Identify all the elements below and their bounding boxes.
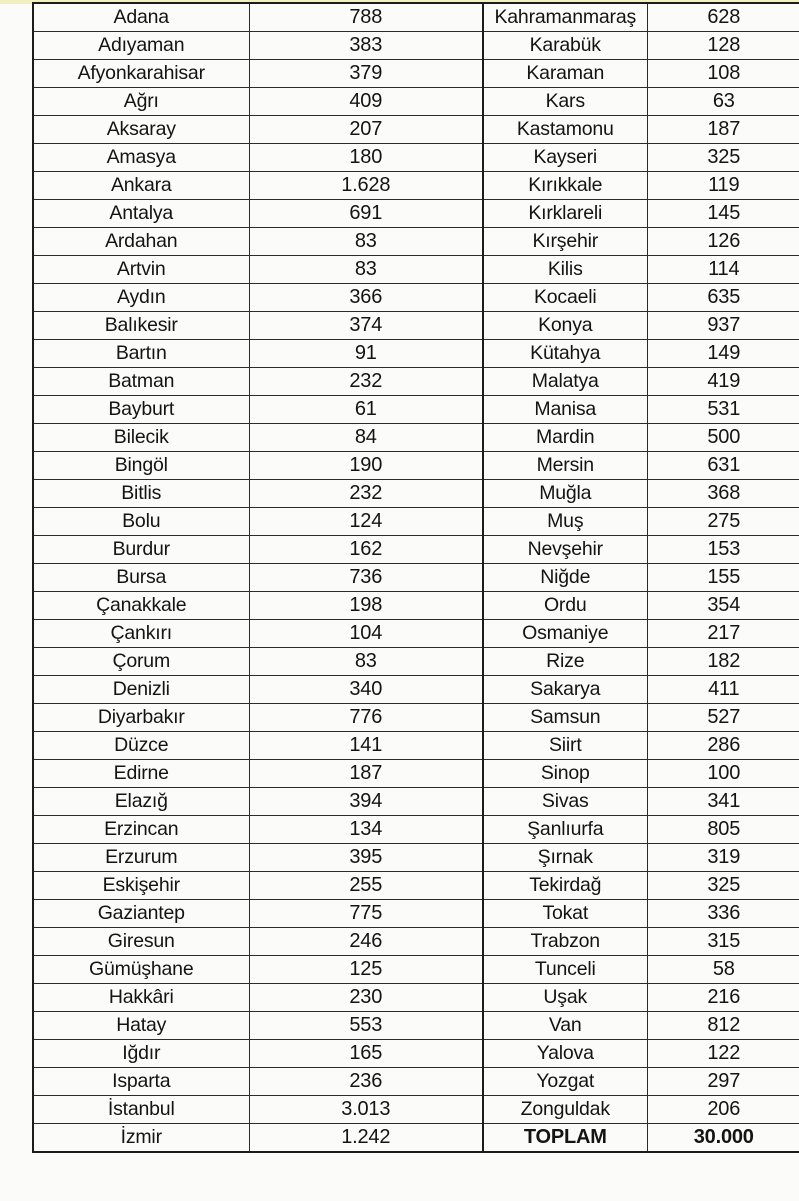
province-value-cell: 635: [647, 284, 799, 312]
province-name-cell: Zonguldak: [483, 1096, 647, 1124]
province-value-cell: 236: [249, 1068, 483, 1096]
province-name-cell: Iğdır: [33, 1040, 249, 1068]
province-name-cell: Rize: [483, 648, 647, 676]
province-value-cell: 1.242: [249, 1124, 483, 1153]
province-name-cell: Ardahan: [33, 228, 249, 256]
province-value-cell: 395: [249, 844, 483, 872]
province-name-cell: Hatay: [33, 1012, 249, 1040]
province-value-cell: 383: [249, 32, 483, 60]
province-name-cell: Amasya: [33, 144, 249, 172]
province-name-cell: Şırnak: [483, 844, 647, 872]
province-name-cell: Muğla: [483, 480, 647, 508]
province-name-cell: Batman: [33, 368, 249, 396]
province-name-cell: Karaman: [483, 60, 647, 88]
province-name-cell: Bilecik: [33, 424, 249, 452]
province-value-cell: 379: [249, 60, 483, 88]
province-value-cell: 500: [647, 424, 799, 452]
province-name-cell: Karabük: [483, 32, 647, 60]
table-body: [33, 3, 799, 1152]
province-name-cell: Çankırı: [33, 620, 249, 648]
province-name-cell: Yozgat: [483, 1068, 647, 1096]
province-value-cell: 937: [647, 312, 799, 340]
province-name-cell: Kahramanmaraş: [483, 3, 647, 32]
table-row: [33, 704, 799, 732]
table-row: [33, 340, 799, 368]
province-value-cell: 153: [647, 536, 799, 564]
province-value-cell: 788: [249, 3, 483, 32]
table-row: [33, 200, 799, 228]
province-value-cell: 198: [249, 592, 483, 620]
province-name-cell: Burdur: [33, 536, 249, 564]
table-row: [33, 844, 799, 872]
table-row: [33, 788, 799, 816]
province-name-cell: Kastamonu: [483, 116, 647, 144]
province-name-cell: Bartın: [33, 340, 249, 368]
province-name-cell: Elazığ: [33, 788, 249, 816]
province-name-cell: Siirt: [483, 732, 647, 760]
province-name-cell: Mardin: [483, 424, 647, 452]
province-value-cell: 319: [647, 844, 799, 872]
province-value-cell: 531: [647, 396, 799, 424]
province-value-cell: 409: [249, 88, 483, 116]
province-name-cell: Erzincan: [33, 816, 249, 844]
province-value-cell: 30.000: [647, 1124, 799, 1153]
province-value-cell: 275: [647, 508, 799, 536]
province-name-cell: Düzce: [33, 732, 249, 760]
province-name-cell: Kocaeli: [483, 284, 647, 312]
province-value-cell: 315: [647, 928, 799, 956]
table-row: [33, 3, 799, 32]
province-value-cell: 368: [647, 480, 799, 508]
province-name-cell: Niğde: [483, 564, 647, 592]
province-value-cell: 83: [249, 256, 483, 284]
table-row: [33, 536, 799, 564]
province-value-cell: 114: [647, 256, 799, 284]
province-value-cell: 736: [249, 564, 483, 592]
province-value-cell: 182: [647, 648, 799, 676]
table-row: [33, 508, 799, 536]
province-name-cell: Kırşehir: [483, 228, 647, 256]
province-value-cell: 553: [249, 1012, 483, 1040]
province-value-cell: 232: [249, 480, 483, 508]
table-row: [33, 172, 799, 200]
province-name-cell: Edirne: [33, 760, 249, 788]
table-row: [33, 984, 799, 1012]
table-row: [33, 368, 799, 396]
province-name-cell: Tunceli: [483, 956, 647, 984]
province-value-cell: 1.628: [249, 172, 483, 200]
province-name-cell: Şanlıurfa: [483, 816, 647, 844]
province-name-cell: Ordu: [483, 592, 647, 620]
province-value-cell: 419: [647, 368, 799, 396]
province-value-cell: 691: [249, 200, 483, 228]
province-name-cell: Giresun: [33, 928, 249, 956]
province-name-cell: Erzurum: [33, 844, 249, 872]
province-name-cell: Balıkesir: [33, 312, 249, 340]
province-name-cell: Sivas: [483, 788, 647, 816]
table-row: [33, 1124, 799, 1153]
province-value-cell: 165: [249, 1040, 483, 1068]
table-row: [33, 732, 799, 760]
province-value-cell: 84: [249, 424, 483, 452]
province-name-cell: Antalya: [33, 200, 249, 228]
province-name-cell: Bursa: [33, 564, 249, 592]
province-value-cell: 297: [647, 1068, 799, 1096]
province-name-cell: Ağrı: [33, 88, 249, 116]
table-row: [33, 256, 799, 284]
table-row: [33, 564, 799, 592]
province-name-cell: Konya: [483, 312, 647, 340]
province-value-cell: 394: [249, 788, 483, 816]
province-value-cell: 100: [647, 760, 799, 788]
province-value-cell: 180: [249, 144, 483, 172]
province-name-cell: Mersin: [483, 452, 647, 480]
province-name-cell: Samsun: [483, 704, 647, 732]
province-value-cell: 776: [249, 704, 483, 732]
table-row: [33, 676, 799, 704]
province-value-cell: 628: [647, 3, 799, 32]
table-row: [33, 1012, 799, 1040]
province-value-cell: 58: [647, 956, 799, 984]
province-value-cell: 336: [647, 900, 799, 928]
province-value-cell: 325: [647, 144, 799, 172]
table-row: [33, 284, 799, 312]
province-value-cell: 63: [647, 88, 799, 116]
province-value-cell: 91: [249, 340, 483, 368]
table-row: [33, 116, 799, 144]
province-value-cell: 286: [647, 732, 799, 760]
table-row: [33, 620, 799, 648]
province-name-cell: Tokat: [483, 900, 647, 928]
table-row: [33, 760, 799, 788]
province-value-cell: 216: [647, 984, 799, 1012]
province-value-cell: 340: [249, 676, 483, 704]
province-value-cell: 149: [647, 340, 799, 368]
province-value-cell: 125: [249, 956, 483, 984]
table-row: [33, 60, 799, 88]
province-value-cell: 108: [647, 60, 799, 88]
table-row: [33, 144, 799, 172]
province-name-cell: Gümüşhane: [33, 956, 249, 984]
table-row: [33, 32, 799, 60]
province-name-cell: Sakarya: [483, 676, 647, 704]
province-name-cell: Hakkâri: [33, 984, 249, 1012]
province-quota-table: [32, 2, 799, 1153]
province-name-cell: Kayseri: [483, 144, 647, 172]
province-value-cell: 126: [647, 228, 799, 256]
province-name-cell: Kırıkkale: [483, 172, 647, 200]
province-value-cell: 145: [647, 200, 799, 228]
province-name-cell: Van: [483, 1012, 647, 1040]
province-value-cell: 141: [249, 732, 483, 760]
province-name-cell: Trabzon: [483, 928, 647, 956]
table-row: [33, 88, 799, 116]
province-value-cell: 3.013: [249, 1096, 483, 1124]
table-row: [33, 1068, 799, 1096]
province-name-cell: Kütahya: [483, 340, 647, 368]
province-name-cell: Nevşehir: [483, 536, 647, 564]
province-name-cell: Kilis: [483, 256, 647, 284]
province-name-cell: Malatya: [483, 368, 647, 396]
province-value-cell: 124: [249, 508, 483, 536]
province-name-cell: Aksaray: [33, 116, 249, 144]
table-row: [33, 480, 799, 508]
province-value-cell: 230: [249, 984, 483, 1012]
table-row: [33, 452, 799, 480]
province-name-cell: Kırklareli: [483, 200, 647, 228]
province-name-cell: Adana: [33, 3, 249, 32]
province-name-cell: Kars: [483, 88, 647, 116]
province-value-cell: 246: [249, 928, 483, 956]
province-value-cell: 187: [249, 760, 483, 788]
province-value-cell: 325: [647, 872, 799, 900]
table-row: [33, 900, 799, 928]
province-value-cell: 61: [249, 396, 483, 424]
province-name-cell: Ankara: [33, 172, 249, 200]
table-row: [33, 928, 799, 956]
table-row: [33, 1040, 799, 1068]
province-value-cell: 354: [647, 592, 799, 620]
province-value-cell: 217: [647, 620, 799, 648]
province-name-cell: Bitlis: [33, 480, 249, 508]
province-value-cell: 187: [647, 116, 799, 144]
province-value-cell: 190: [249, 452, 483, 480]
province-name-cell: Afyonkarahisar: [33, 60, 249, 88]
province-value-cell: 631: [647, 452, 799, 480]
table-row: [33, 592, 799, 620]
province-value-cell: 122: [647, 1040, 799, 1068]
province-name-cell: Yalova: [483, 1040, 647, 1068]
table-row: [33, 956, 799, 984]
province-value-cell: 805: [647, 816, 799, 844]
province-name-cell: TOPLAM: [483, 1124, 647, 1153]
province-name-cell: Muş: [483, 508, 647, 536]
province-name-cell: Adıyaman: [33, 32, 249, 60]
table-row: [33, 312, 799, 340]
province-value-cell: 104: [249, 620, 483, 648]
province-name-cell: İzmir: [33, 1124, 249, 1153]
province-value-cell: 527: [647, 704, 799, 732]
province-value-cell: 155: [647, 564, 799, 592]
province-name-cell: Bolu: [33, 508, 249, 536]
table-row: [33, 648, 799, 676]
province-name-cell: Eskişehir: [33, 872, 249, 900]
province-name-cell: Bingöl: [33, 452, 249, 480]
province-value-cell: 812: [647, 1012, 799, 1040]
province-value-cell: 83: [249, 228, 483, 256]
table-row: [33, 816, 799, 844]
province-value-cell: 119: [647, 172, 799, 200]
province-name-cell: Isparta: [33, 1068, 249, 1096]
province-name-cell: Manisa: [483, 396, 647, 424]
table-row: [33, 424, 799, 452]
province-name-cell: Diyarbakır: [33, 704, 249, 732]
province-name-cell: Çorum: [33, 648, 249, 676]
table-row: [33, 228, 799, 256]
province-name-cell: Denizli: [33, 676, 249, 704]
province-value-cell: 83: [249, 648, 483, 676]
province-name-cell: Osmaniye: [483, 620, 647, 648]
province-name-cell: Çanakkale: [33, 592, 249, 620]
province-value-cell: 232: [249, 368, 483, 396]
province-name-cell: İstanbul: [33, 1096, 249, 1124]
province-value-cell: 255: [249, 872, 483, 900]
province-name-cell: Sinop: [483, 760, 647, 788]
table-row: [33, 872, 799, 900]
province-value-cell: 162: [249, 536, 483, 564]
province-value-cell: 775: [249, 900, 483, 928]
province-name-cell: Artvin: [33, 256, 249, 284]
province-value-cell: 341: [647, 788, 799, 816]
province-name-cell: Aydın: [33, 284, 249, 312]
province-name-cell: Bayburt: [33, 396, 249, 424]
province-value-cell: 128: [647, 32, 799, 60]
province-value-cell: 374: [249, 312, 483, 340]
province-value-cell: 207: [249, 116, 483, 144]
province-name-cell: Uşak: [483, 984, 647, 1012]
province-value-cell: 134: [249, 816, 483, 844]
province-value-cell: 366: [249, 284, 483, 312]
province-value-cell: 411: [647, 676, 799, 704]
table-row: [33, 1096, 799, 1124]
table-row: [33, 396, 799, 424]
province-name-cell: Tekirdağ: [483, 872, 647, 900]
province-name-cell: Gaziantep: [33, 900, 249, 928]
province-value-cell: 206: [647, 1096, 799, 1124]
